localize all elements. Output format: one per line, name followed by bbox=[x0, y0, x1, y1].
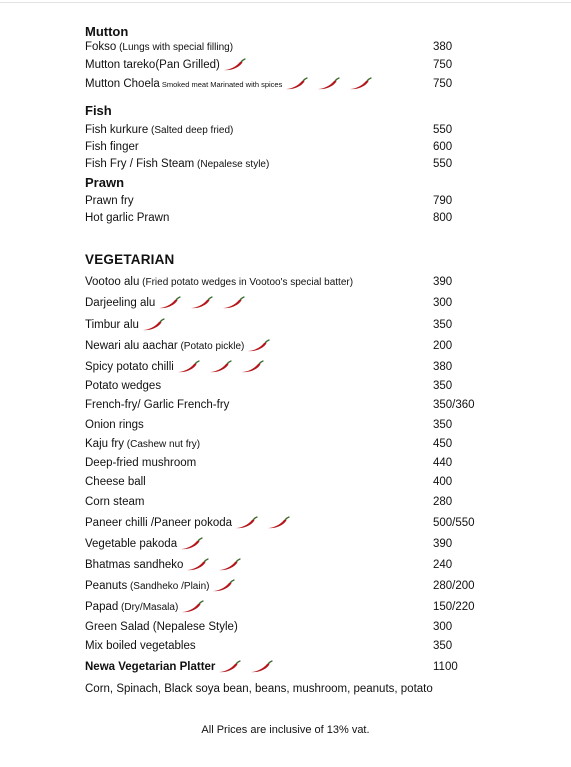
item-price: 500/550 bbox=[433, 517, 475, 529]
item-name-text: Mutton Choela bbox=[85, 78, 160, 90]
spice-level bbox=[185, 558, 241, 572]
menu-item bbox=[85, 637, 485, 655]
item-name-text: Bhatmas sandheko bbox=[85, 559, 184, 571]
item-name-text: Cheese ball bbox=[85, 476, 146, 488]
spice-level bbox=[284, 77, 372, 91]
item-name bbox=[85, 273, 353, 292]
chili-pepper-icon bbox=[240, 360, 264, 374]
chili-pepper-icon bbox=[222, 58, 246, 72]
chili-pepper-icon bbox=[211, 579, 235, 593]
item-price: 240 bbox=[433, 559, 453, 571]
chili-pepper-icon bbox=[246, 339, 270, 353]
item-name bbox=[85, 396, 229, 414]
item-name bbox=[85, 316, 139, 334]
item-price: 450 bbox=[433, 438, 453, 450]
item-price: 750 bbox=[433, 78, 453, 90]
menu-item bbox=[85, 377, 485, 395]
item-name bbox=[85, 337, 244, 356]
chili-pepper-icon bbox=[217, 558, 241, 572]
menu-item bbox=[85, 38, 485, 56]
item-price: 200 bbox=[433, 340, 453, 352]
item-note: (Salted deep fried) bbox=[148, 125, 234, 136]
menu-item bbox=[85, 192, 485, 210]
platter-contents: Corn, Spinach, Black soya bean, beans, mushroom, peanuts, potato bbox=[85, 683, 433, 695]
item-price: 350 bbox=[433, 380, 453, 392]
chili-pepper-icon bbox=[284, 77, 308, 91]
item-name bbox=[85, 618, 238, 636]
item-price: 350 bbox=[433, 319, 453, 331]
section-title-mutton: Mutton bbox=[85, 24, 129, 39]
item-price: 150/220 bbox=[433, 601, 475, 613]
item-name-text: Darjeeling alu bbox=[85, 297, 156, 309]
vat-note: All Prices are inclusive of 13% vat. bbox=[201, 724, 370, 736]
item-name bbox=[85, 435, 200, 454]
item-name-text: Prawn fry bbox=[85, 195, 134, 207]
item-price: 390 bbox=[433, 276, 453, 288]
item-price: 300 bbox=[433, 297, 453, 309]
item-name-text: Paneer chilli /Paneer pokoda bbox=[85, 517, 233, 529]
item-price: 350/360 bbox=[433, 399, 475, 411]
item-name bbox=[85, 598, 178, 617]
menu-item bbox=[85, 493, 485, 511]
item-name-text: Fish kurkure bbox=[85, 124, 149, 136]
chili-pepper-icon bbox=[141, 318, 165, 332]
menu-item bbox=[85, 658, 485, 676]
section-title-fish: Fish bbox=[85, 103, 112, 118]
item-name bbox=[85, 416, 144, 434]
chili-pepper-icon bbox=[208, 360, 232, 374]
menu-item bbox=[85, 121, 485, 139]
item-name-text: Newa Vegetarian Platter bbox=[85, 661, 216, 673]
item-name-text: Fish Fry / Fish Steam bbox=[85, 158, 195, 170]
top-rule bbox=[0, 2, 571, 3]
item-name bbox=[85, 473, 146, 491]
item-name-text: Hot garlic Prawn bbox=[85, 212, 170, 224]
item-name-text: French-fry/ Garlic French-fry bbox=[85, 399, 230, 411]
menu-item bbox=[85, 75, 485, 93]
item-name-text: Green Salad (Nepalese Style) bbox=[85, 621, 238, 633]
item-note: (Lungs with special filling) bbox=[116, 42, 234, 53]
spice-level bbox=[179, 537, 203, 551]
item-price: 750 bbox=[433, 59, 453, 71]
chili-pepper-icon bbox=[348, 77, 372, 91]
menu-item bbox=[85, 358, 485, 376]
item-note: (Potato pickle) bbox=[177, 341, 245, 352]
item-name-text: Fokso bbox=[85, 41, 117, 53]
menu-item bbox=[85, 598, 485, 616]
item-note: (Dry/Masala) bbox=[118, 602, 179, 613]
item-name-text: Papad bbox=[85, 601, 119, 613]
item-name-text: Mix boiled vegetables bbox=[85, 640, 196, 652]
item-price: 400 bbox=[433, 476, 453, 488]
item-note: (Fried potato wedges in Vootoo's special batter) bbox=[139, 277, 354, 288]
item-name bbox=[85, 514, 232, 532]
menu-item bbox=[85, 337, 485, 355]
item-name bbox=[85, 209, 169, 227]
item-name-text: Potato wedges bbox=[85, 380, 162, 392]
item-name bbox=[85, 577, 209, 596]
chili-pepper-icon bbox=[180, 600, 204, 614]
item-price: 440 bbox=[433, 457, 453, 469]
chili-pepper-icon bbox=[316, 77, 340, 91]
item-name bbox=[85, 377, 161, 395]
menu-item bbox=[85, 138, 485, 156]
menu-item bbox=[85, 416, 485, 434]
spice-level bbox=[157, 296, 245, 310]
chili-pepper-icon bbox=[266, 516, 290, 530]
spice-level bbox=[141, 318, 165, 332]
menu-item bbox=[85, 396, 485, 414]
menu-item bbox=[85, 577, 485, 595]
spice-level bbox=[217, 660, 273, 674]
chili-pepper-icon bbox=[249, 660, 273, 674]
item-price: 380 bbox=[433, 361, 453, 373]
item-name bbox=[85, 556, 183, 574]
item-price: 280/200 bbox=[433, 580, 475, 592]
chili-pepper-icon bbox=[157, 296, 181, 310]
spice-level bbox=[234, 516, 290, 530]
item-name-text: Vegetable pakoda bbox=[85, 538, 178, 550]
item-name-text: Fish finger bbox=[85, 141, 139, 153]
item-price: 800 bbox=[433, 212, 453, 224]
section-title-vegetarian: VEGETARIAN bbox=[85, 252, 175, 267]
menu-item bbox=[85, 473, 485, 491]
item-name-text: Onion rings bbox=[85, 419, 144, 431]
item-name bbox=[85, 155, 269, 174]
item-price: 1100 bbox=[433, 661, 458, 673]
item-name bbox=[85, 138, 139, 156]
chili-pepper-icon bbox=[234, 516, 258, 530]
item-name bbox=[85, 637, 196, 655]
item-name bbox=[85, 192, 134, 210]
item-note: Smoked meat Marinated with spices bbox=[159, 80, 283, 89]
item-price: 790 bbox=[433, 195, 453, 207]
menu-item bbox=[85, 454, 485, 472]
item-name bbox=[85, 535, 177, 553]
item-name-text: Mutton tareko(Pan Grilled) bbox=[85, 59, 220, 71]
item-price: 350 bbox=[433, 640, 453, 652]
chili-pepper-icon bbox=[217, 660, 241, 674]
chili-pepper-icon bbox=[176, 360, 200, 374]
item-note: (Cashew nut fry) bbox=[124, 439, 201, 450]
item-name-text: Spicy potato chilli bbox=[85, 361, 174, 373]
spice-level bbox=[180, 600, 204, 614]
item-name bbox=[85, 56, 220, 74]
item-price: 380 bbox=[433, 41, 453, 53]
item-price: 550 bbox=[433, 158, 453, 170]
menu-item bbox=[85, 535, 485, 553]
menu-item bbox=[85, 435, 485, 453]
item-price: 550 bbox=[433, 124, 453, 136]
item-price: 390 bbox=[433, 538, 453, 550]
menu-item bbox=[85, 155, 485, 173]
item-name-text: Newari alu aachar bbox=[85, 340, 178, 352]
item-name-text: Peanuts bbox=[85, 580, 128, 592]
section-title-prawn: Prawn bbox=[85, 175, 125, 190]
chili-pepper-icon bbox=[189, 296, 213, 310]
item-note: (Sandheko /Plain) bbox=[127, 581, 210, 592]
menu-item bbox=[85, 294, 485, 312]
menu-item bbox=[85, 316, 485, 334]
item-name bbox=[85, 658, 215, 676]
item-name bbox=[85, 454, 196, 472]
menu-item bbox=[85, 273, 485, 291]
item-name bbox=[85, 294, 155, 312]
spice-level bbox=[176, 360, 264, 374]
menu-item bbox=[85, 618, 485, 636]
item-name bbox=[85, 75, 282, 94]
spice-level bbox=[222, 58, 246, 72]
item-name bbox=[85, 493, 144, 511]
menu-item bbox=[85, 209, 485, 227]
item-price: 300 bbox=[433, 621, 453, 633]
item-name-text: Timbur alu bbox=[85, 319, 139, 331]
menu-item bbox=[85, 56, 485, 74]
item-price: 280 bbox=[433, 496, 453, 508]
menu-item bbox=[85, 556, 485, 574]
menu-item bbox=[85, 514, 485, 532]
item-name bbox=[85, 38, 233, 57]
item-note: (Nepalese style) bbox=[194, 159, 270, 170]
item-name bbox=[85, 358, 174, 376]
item-name-text: Kaju fry bbox=[85, 438, 124, 450]
item-price: 350 bbox=[433, 419, 453, 431]
chili-pepper-icon bbox=[185, 558, 209, 572]
spice-level bbox=[246, 339, 270, 353]
item-price: 600 bbox=[433, 141, 453, 153]
item-name-text: Corn steam bbox=[85, 496, 145, 508]
spice-level bbox=[211, 579, 235, 593]
item-name-text: Vootoo alu bbox=[85, 276, 140, 288]
chili-pepper-icon bbox=[179, 537, 203, 551]
item-name-text: Deep-fried mushroom bbox=[85, 457, 197, 469]
chili-pepper-icon bbox=[221, 296, 245, 310]
